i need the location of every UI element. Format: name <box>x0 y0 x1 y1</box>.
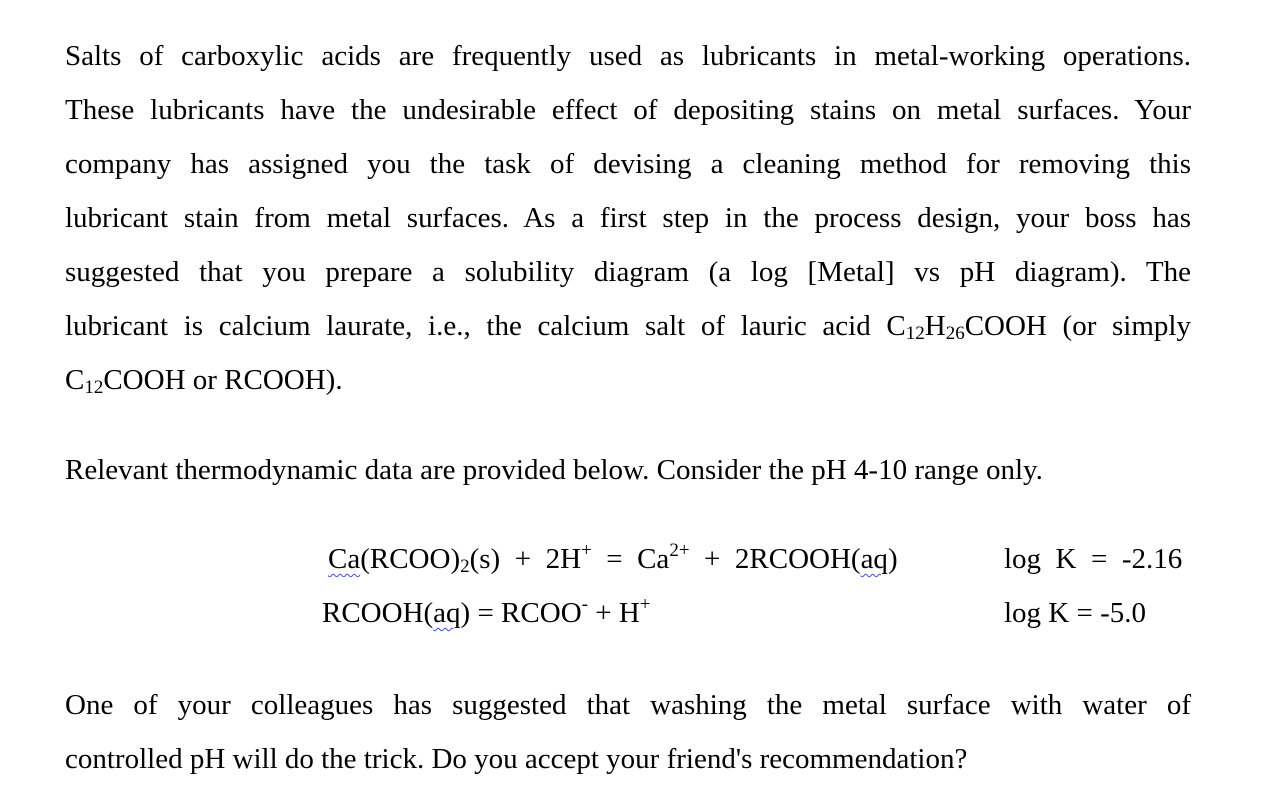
intro-line-7-post: COOH or RCOOH). <box>103 364 343 396</box>
intro-line-6 <box>65 309 1191 343</box>
reaction-1-rcooh: + 2RCOOH( <box>689 543 861 575</box>
reaction-2-plus-h: + H <box>587 597 640 629</box>
reaction-2-aq: aq <box>433 597 461 629</box>
reaction-1-aq: aq <box>860 543 888 575</box>
reaction-1-equals-ca: = Ca <box>591 543 670 575</box>
reaction-2-minus-charge: - <box>581 594 588 615</box>
hydrogen-subscript: 26 <box>945 323 965 344</box>
carbon-subscript-2: 12 <box>84 377 104 398</box>
question-line-2: controlled pH will do the trick. Do you accept your friend's recommendation? <box>65 743 968 775</box>
intro-line-7 <box>65 363 343 397</box>
intro-line-6-pre: lubricant is calcium laurate, i.e., the calcium salt of lauric acid C <box>65 310 906 342</box>
intro-line-2: These lubricants have the undesirable effect of depositing stains on metal surfaces. Your <box>65 94 1191 126</box>
reaction-2-h-charge: + <box>639 594 651 615</box>
reaction-1-close: ) <box>887 543 898 575</box>
data-intro-paragraph: Relevant thermodynamic data are provided below. Consider the pH 4-10 range only. <box>65 454 1043 486</box>
reaction-1-rcoo: (RCOO) <box>360 543 461 575</box>
carbon-subscript: 12 <box>905 323 925 344</box>
reaction-1-subscript: 2 <box>460 556 470 577</box>
reaction-1-solid-h: (s) + 2H <box>469 543 582 575</box>
reaction-2-mid: ) = RCOO <box>460 597 582 629</box>
question-line-1: One of your colleagues has suggested that washing the metal surface with water of <box>65 689 1191 721</box>
reaction-1-ca-charge: 2+ <box>669 540 690 561</box>
intro-line-1: Salts of carboxylic acids are frequently used as lubricants in metal-working operations. <box>65 40 1191 72</box>
intro-line-3: company has assigned you the task of devising a cleaning method for removing this <box>65 148 1191 180</box>
reaction-2-log-k: log K = -5.0 <box>1004 597 1147 629</box>
reaction-1-ca: Ca <box>328 543 361 575</box>
reaction-1-h-charge: + <box>581 540 592 561</box>
reaction-2-pre: RCOOH( <box>322 597 434 629</box>
reaction-1-log-k: log K = -2.16 <box>1004 543 1183 575</box>
intro-line-6-mid: H <box>924 310 946 342</box>
intro-line-6-post: COOH (or simply <box>964 310 1191 342</box>
reaction-1-equation <box>328 542 898 576</box>
intro-line-7-pre: C <box>65 364 85 396</box>
reaction-2-equation <box>322 596 651 630</box>
intro-line-5: suggested that you prepare a solubility diagram (a log [Metal] vs pH diagram). The <box>65 256 1191 288</box>
intro-line-4: lubricant stain from metal surfaces. As a first step in the process design, your boss has <box>65 202 1191 234</box>
